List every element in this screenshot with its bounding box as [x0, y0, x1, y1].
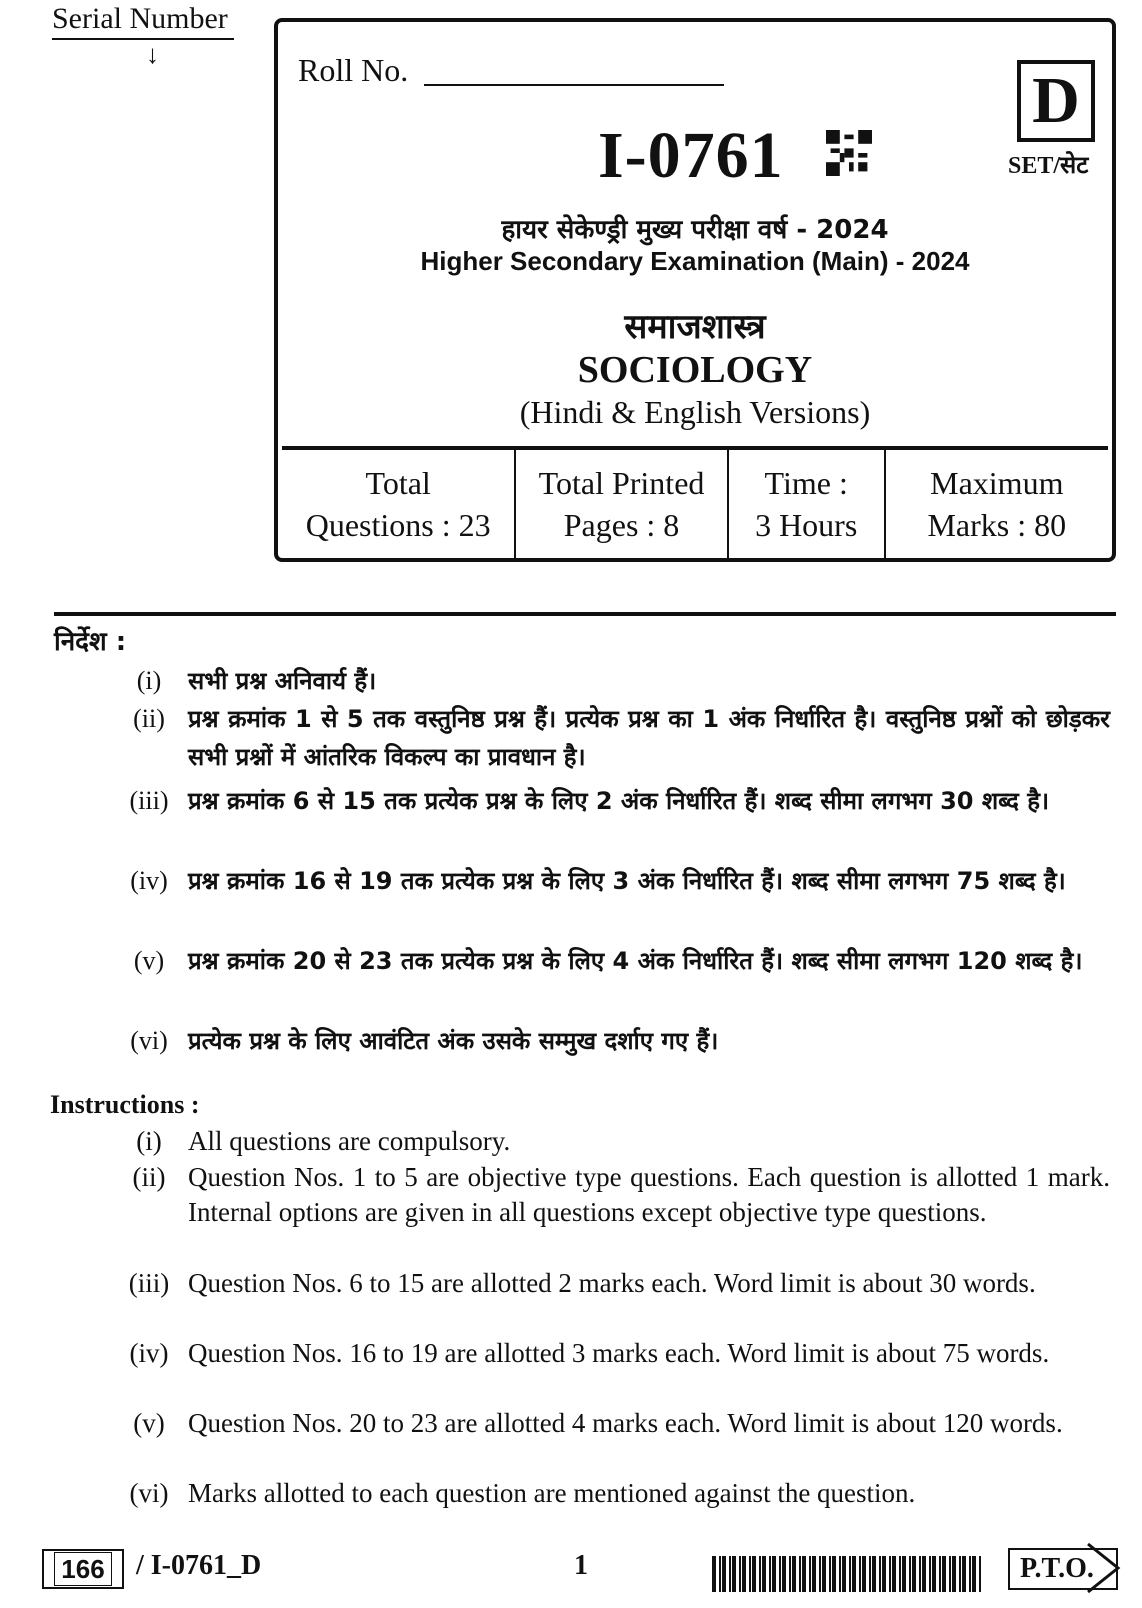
barcode-bar	[822, 1556, 826, 1592]
barcode-bar	[802, 1556, 806, 1592]
barcode-bar	[892, 1556, 896, 1592]
paper-code: I-0761	[598, 119, 784, 192]
info-value: Marks : 80	[927, 507, 1067, 543]
barcode-bar	[722, 1556, 726, 1592]
direction-item	[110, 700, 1110, 776]
item-number: (v)	[133, 1408, 165, 1438]
item-number: (iv)	[130, 866, 168, 895]
barcode-bar	[872, 1556, 876, 1592]
direction-item	[110, 782, 1110, 820]
direction-item	[110, 942, 1110, 980]
item-text: Question Nos. 1 to 5 are objective type questions. Each question is allotted 1 mark. Internal options are given in all questions except objective type questions.	[188, 1162, 1110, 1227]
barcode-bar	[819, 1556, 821, 1592]
arrow-right-icon	[1084, 1540, 1124, 1596]
roll-no-field[interactable]	[424, 84, 724, 86]
barcode-bar	[742, 1556, 746, 1592]
instruction-item	[110, 1476, 1110, 1511]
instruction-item	[110, 1266, 1110, 1301]
barcode-bar	[839, 1556, 841, 1592]
page-number: 1	[574, 1550, 588, 1581]
barcode-bar	[929, 1556, 931, 1592]
info-maximum-marks	[886, 450, 1108, 558]
barcode-bar	[779, 1556, 781, 1592]
item-text: प्रश्न क्रमांक 16 से 19 तक प्रत्येक प्रश्न के लिए 3 अंक निर्धारित हैं। शब्द सीमा लगभग 75 शब्द है।	[188, 867, 1066, 895]
item-number: (iii)	[128, 1268, 170, 1298]
item-text: Question Nos. 16 to 19 are allotted 3 marks each. Word limit is about 75 words.	[188, 1338, 1050, 1368]
direction-item	[110, 862, 1110, 900]
barcode-bar	[729, 1556, 731, 1592]
barcode-bar	[749, 1556, 751, 1592]
item-number: (ii)	[132, 1162, 166, 1192]
serial-number-label: Serial Number	[52, 0, 234, 40]
item-number: (ii)	[133, 704, 165, 733]
barcode-bar	[829, 1556, 831, 1592]
barcode-bar	[812, 1556, 816, 1592]
barcode-bar	[912, 1556, 916, 1592]
barcode-bar	[789, 1556, 791, 1592]
barcode-bar	[719, 1556, 721, 1592]
info-time	[729, 450, 886, 558]
barcode-bar	[969, 1556, 971, 1592]
info-label: Time :	[764, 465, 848, 501]
exam-title-english: Higher Secondary Examination (Main) - 2024	[420, 246, 970, 276]
item-text: प्रश्न क्रमांक 20 से 23 तक प्रत्येक प्रश्न के लिए 4 अंक निर्धारित हैं। शब्द सीमा लगभग 120 शब्द है।	[188, 947, 1083, 975]
info-label: Total	[365, 465, 431, 501]
barcode-bar	[899, 1556, 901, 1592]
barcode-bar	[782, 1556, 786, 1592]
instruction-item	[110, 1160, 1110, 1230]
barcode-bar	[972, 1556, 976, 1592]
instruction-item	[110, 1336, 1110, 1371]
item-text: प्रश्न क्रमांक 6 से 15 तक प्रत्येक प्रश्न के लिए 2 अंक निर्धारित हैं। शब्द सीमा लगभग 30 शब्द है।	[188, 787, 1050, 815]
barcode-bar	[932, 1556, 936, 1592]
barcode-bar	[832, 1556, 836, 1592]
barcode-bar	[849, 1556, 851, 1592]
barcode-bar	[882, 1556, 886, 1592]
item-text: Question Nos. 6 to 15 are allotted 2 marks each. Word limit is about 30 words.	[188, 1268, 1036, 1298]
roll-no-label: Roll No.	[298, 52, 409, 88]
barcode-bar	[762, 1556, 766, 1592]
barcode-bar	[842, 1556, 846, 1592]
versions-note: (Hindi & English Versions)	[519, 394, 871, 430]
barcode-bar	[752, 1556, 756, 1592]
item-text: Question Nos. 20 to 23 are allotted 4 marks each. Word limit is about 120 words.	[188, 1408, 1063, 1438]
item-text: Marks allotted to each question are mentioned against the question.	[188, 1478, 916, 1508]
instruction-item	[110, 1406, 1110, 1441]
footer-box-number	[42, 1549, 124, 1589]
barcode-bar	[772, 1556, 776, 1592]
item-text: प्रत्येक प्रश्न के लिए आवंटित अंक उसके सम्मुख दर्शाए गए हैं।	[188, 1027, 719, 1055]
arrow-down-icon: ↓	[146, 40, 159, 69]
info-total-questions	[282, 450, 516, 558]
barcode-bar	[862, 1556, 866, 1592]
item-number: (iii)	[129, 786, 169, 815]
pto-label: P.T.O.	[1008, 1548, 1118, 1590]
info-total-pages	[516, 450, 728, 558]
barcode-icon	[712, 1556, 982, 1592]
set-label: SET/सेट	[1008, 153, 1089, 179]
info-value: 3 Hours	[755, 507, 858, 543]
item-number: (i)	[136, 1126, 162, 1156]
exam-info-table	[282, 446, 1108, 558]
directions-heading-hindi: निर्देश :	[54, 627, 127, 657]
info-label: Maximum	[930, 465, 1064, 501]
item-number: (iv)	[129, 1338, 169, 1368]
barcode-bar	[769, 1556, 771, 1592]
subject-english: SOCIOLOGY	[577, 349, 813, 391]
barcode-bar	[732, 1556, 736, 1592]
barcode-bar	[792, 1556, 796, 1592]
barcode-bar	[809, 1556, 811, 1592]
info-value: Questions : 23	[305, 507, 491, 543]
subject-hindi: समाजशास्त्र	[624, 307, 766, 347]
barcode-bar	[942, 1556, 946, 1592]
footer-paper-code: / I-0761_D	[136, 1550, 262, 1581]
barcode-bar	[909, 1556, 911, 1592]
barcode-bar	[759, 1556, 761, 1592]
item-number: (vi)	[130, 1026, 168, 1055]
barcode-bar	[979, 1556, 981, 1592]
barcode-bar	[949, 1556, 951, 1592]
item-text: प्रश्न क्रमांक 1 से 5 तक वस्तुनिष्ठ प्रश्न हैं। प्रत्येक प्रश्न का 1 अंक निर्धारित है। वस्तुनिष्ठ प्रश्नों को छोड़कर सभी प्रश्नों में आंतरिक विकल्प का प्रावधान है।	[188, 705, 1110, 771]
barcode-bar	[919, 1556, 921, 1592]
barcode-bar	[799, 1556, 801, 1592]
direction-item	[110, 1022, 1110, 1060]
direction-item	[110, 662, 1110, 700]
item-text: All questions are compulsory.	[188, 1126, 511, 1156]
item-number: (vi)	[129, 1478, 169, 1508]
item-number: (v)	[133, 946, 165, 975]
barcode-bar	[902, 1556, 906, 1592]
barcode-bar	[959, 1556, 961, 1592]
barcode-bar	[712, 1556, 716, 1592]
instructions-heading: Instructions :	[50, 1090, 200, 1119]
exam-title-hindi: हायर सेकेण्ड्री मुख्य परीक्षा वर्ष - 2024	[501, 215, 889, 245]
info-label: Total Printed	[538, 465, 705, 501]
barcode-bar	[869, 1556, 871, 1592]
instruction-item	[110, 1124, 1110, 1159]
barcode-bar	[889, 1556, 891, 1592]
divider	[54, 612, 1116, 616]
barcode-bar	[739, 1556, 741, 1592]
qr-code-icon	[826, 130, 872, 176]
barcode-bar	[962, 1556, 966, 1592]
set-letter-box: D	[1017, 60, 1095, 142]
info-value: Pages : 8	[563, 507, 680, 543]
item-text: सभी प्रश्न अनिवार्य हैं।	[188, 667, 377, 695]
barcode-bar	[952, 1556, 956, 1592]
barcode-bar	[859, 1556, 861, 1592]
barcode-bar	[922, 1556, 926, 1592]
barcode-bar	[879, 1556, 881, 1592]
box-number-text: 166	[54, 1552, 111, 1586]
barcode-bar	[852, 1556, 856, 1592]
item-number: (i)	[136, 666, 162, 695]
barcode-bar	[939, 1556, 941, 1592]
